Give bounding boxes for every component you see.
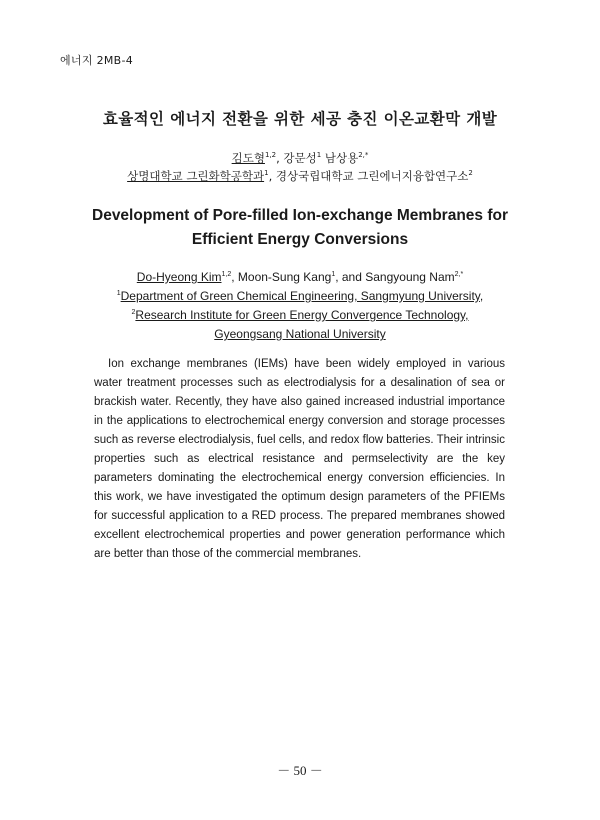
english-author-1-sup: 1,2 <box>221 271 232 278</box>
page-number: － 50 － <box>277 763 323 778</box>
korean-title: 효율적인 에너지 전환을 위한 세공 충진 이온교환막 개발 <box>102 110 498 128</box>
korean-author-2: 강문성 <box>283 151 317 165</box>
english-title-line-1: Development of Pore-filled Ion-exchange Membranes for <box>92 207 508 224</box>
korean-author-3-sup: 2,* <box>358 151 369 160</box>
korean-author-3: 남상용 <box>324 151 359 165</box>
session-code: 에너지 2MB-4 <box>60 54 134 67</box>
english-author-sep: , <box>231 270 238 284</box>
korean-affiliation-2: 경상국립대학교 그린에너지융합연구소 <box>275 169 469 183</box>
english-affiliation-1-sup: 1 <box>116 290 121 297</box>
korean-affiliation-1-sup: 1 <box>264 169 269 178</box>
english-author-3-sup: 2,* <box>454 271 464 278</box>
english-authors <box>0 268 600 287</box>
english-author-1: Do-Hyeong Kim <box>136 270 222 284</box>
korean-author-2-sup: 1 <box>316 151 322 160</box>
english-affiliation-1-tail: , <box>479 289 484 303</box>
abstract-paragraph: Ion exchange membranes (IEMs) have been widely employed in various water treatment processes such as electrodialysis for a desalination of sea or brackish water. Recently, they have also gained increased industrial importance in the applications to electrochemical energy conversion and storage processes such as reverse electrodialysis, fuel cells, and redox flow batteries. Their intrinsic properties such as electrical resistance and permselectivity are the key parameters dominating the electrochemical energy conversion efficiencies. In this work, we have investigated the optimum design parameters of the PFIEMs for successful application to a RED process. The prepared membranes showed excellent electrochemical properties and power generation performance which are better than those of the commercial membranes. <box>94 358 505 560</box>
korean-affiliation-sep: , <box>268 169 276 183</box>
korean-affiliations <box>0 168 600 184</box>
korean-affiliation-1: 상명대학교 그린화학공학과 <box>127 169 265 183</box>
english-author-3: Sangyoung Nam <box>365 270 455 284</box>
english-author-2: Moon-Sung Kang <box>237 270 332 284</box>
english-affiliation-2-sup: 2 <box>131 309 136 316</box>
korean-authors <box>0 150 600 166</box>
english-affiliation-1 <box>0 287 600 306</box>
english-authors-block <box>0 268 600 344</box>
korean-author-1: 김도형 <box>231 151 265 165</box>
english-title <box>0 204 600 252</box>
english-affiliation-2-line-2: Gyeongsang National University <box>214 327 386 341</box>
english-affiliation-2-continued <box>0 325 600 344</box>
english-affiliation-2 <box>0 306 600 325</box>
korean-author-1-sup: 1,2 <box>264 151 277 160</box>
korean-author-sep: , <box>276 151 284 165</box>
english-author-2-sup: 1 <box>331 271 336 278</box>
korean-affiliation-2-sup: 2 <box>468 169 473 178</box>
english-title-line-2: Efficient Energy Conversions <box>191 231 409 248</box>
english-affiliation-1-text: Department of Green Chemical Engineering, Sangmyung University <box>120 289 480 303</box>
english-author-sep: , and <box>335 270 366 284</box>
english-affiliation-2-line-1: Research Institute for Green Energy Convergence Technology, <box>135 308 469 322</box>
